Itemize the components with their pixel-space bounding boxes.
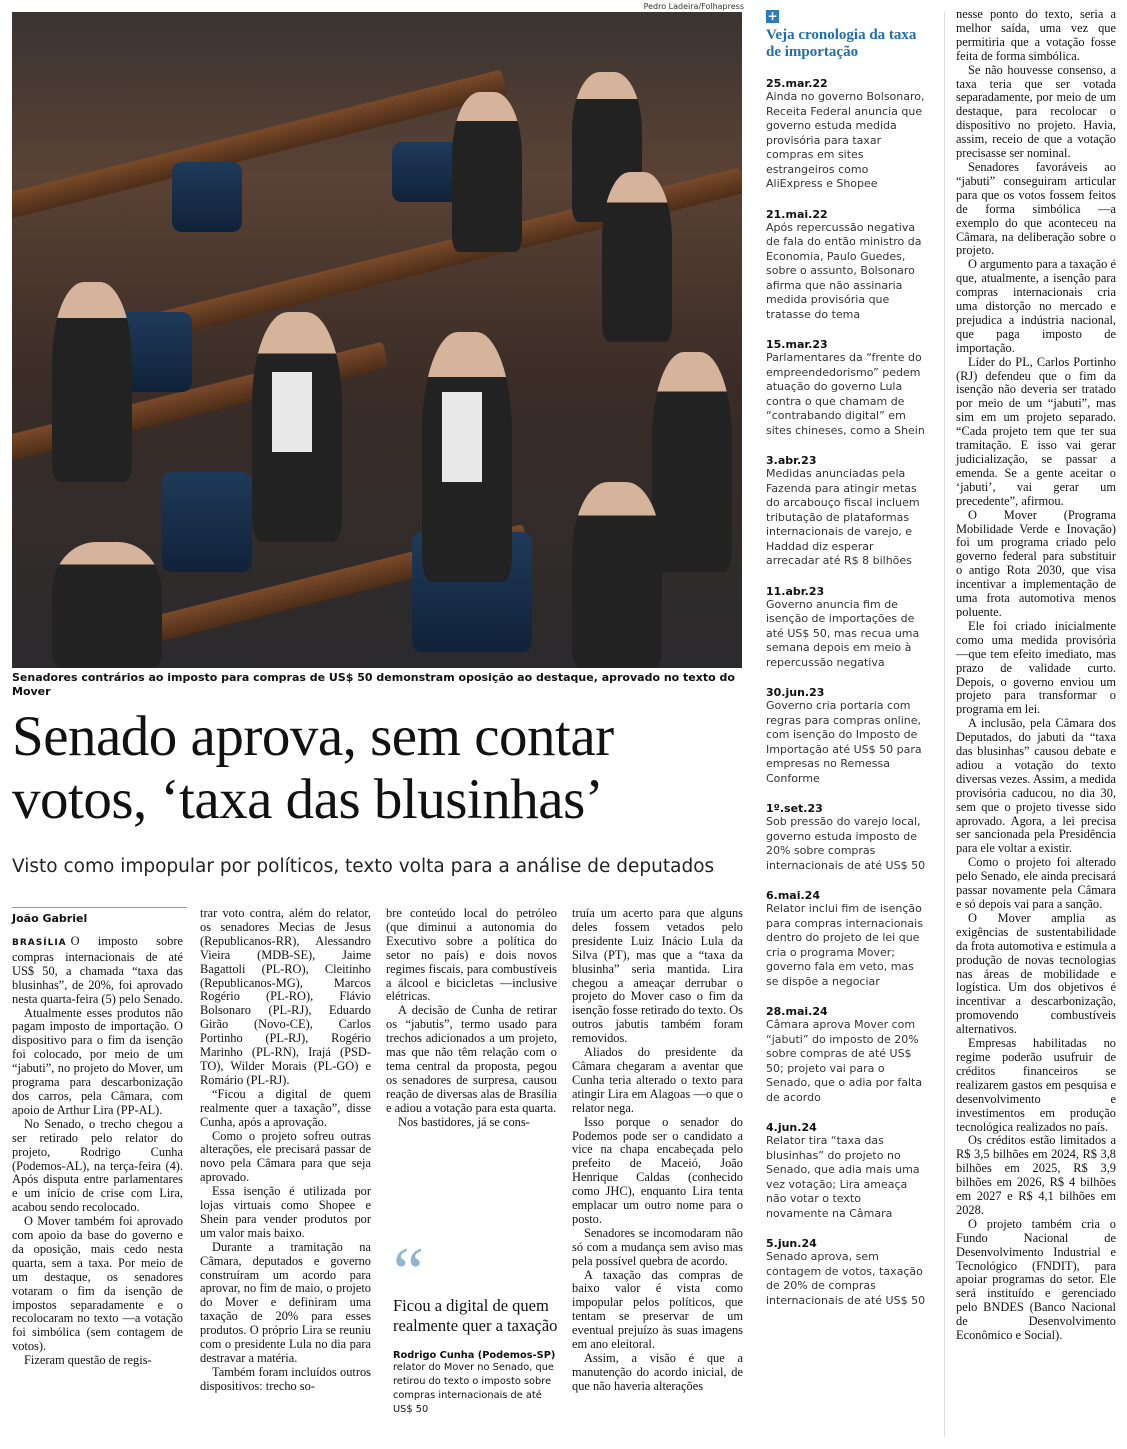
photo-credit: Pedro Ladeira/Folhapress bbox=[643, 2, 744, 11]
timeline-date: 15.mar.23 bbox=[766, 338, 828, 351]
paragraph: BRASÍLIA O imposto sobre compras internacionais de até US$ 50, a chamada “taxa das blusinhas”, de 20%, foi aprovado nesta quarta-feira (5) pelo Senado. bbox=[12, 934, 183, 1006]
timeline-item bbox=[766, 1237, 926, 1308]
paragraph: Como o projeto sofreu outras alterações, ele precisará passar de novo pela Câmara para que seja aprovado. bbox=[200, 1128, 371, 1185]
dateline: BRASÍLIA bbox=[12, 938, 67, 948]
paragraph: O projeto também cria o Fundo Nacional de Desenvolvimento Industrial e Tecnológico (FNDIT), para apoiar programas do setor. Ele será instituído e gerenciado pelo BNDES (Banco Nacional de Desenvolvimento Econômico e Social). bbox=[956, 1216, 1116, 1343]
paragraph: Essa isenção é utilizada por lojas virtuais como Shopee e Shein para vender produtos por um valor mais baixo. bbox=[200, 1184, 371, 1240]
paragraph: trar voto contra, além do relator, os senadores Mecias de Jesus (Republicanos-RR), Alessandro Vieira (MDB-SE), Jaime Bagattoli (PL-RO), Cleitinho (Republicanos-MG), Marcos Rogério (PL-RO), Flávio Bolsonaro (PL-RJ), Eduardo Girão (Novo-CE), Carlos Portinho (PL-RJ), Rogério Marinho (PL-RN), Irajá (PSD-TO), Wilder Morais (PL-GO) e Romário (PL-RJ). bbox=[200, 906, 371, 1087]
plus-icon: + bbox=[767, 9, 778, 23]
paragraph: nesse ponto do texto, seria a melhor saída, uma vez que permitiria que a votação fosse feita de forma simbólica. bbox=[956, 7, 1116, 63]
paragraph: Os créditos estão limitados a R$ 3,5 bilhões em 2024, R$ 3,8 bilhões em 2025, R$ 3,9 bilhões em 2026, R$ 4 bilhões em 2027 e R$ 4,1 bilhões em 2028. bbox=[956, 1133, 1116, 1217]
senator-figure bbox=[452, 92, 522, 252]
senator-figure bbox=[602, 172, 672, 342]
timeline-text: Relator tira “taxa das blusinhas” do projeto no Senado, que adia mais uma vez votação; Lira ameaça não votar o texto novamente na Câmara bbox=[766, 1134, 920, 1220]
paragraph: O Mover amplia as exigências de sustentabilidade da frota automotiva e estimula a produção de novas tecnologias nas áreas de mobilidade e logística. Um dos objetivos é incentivar a descarbonização, promovendo combustíveis alternativos. bbox=[956, 910, 1116, 1037]
headline-line-1: Senado aprova, sem contar bbox=[12, 705, 614, 768]
shirt-shape bbox=[442, 392, 482, 482]
photo-caption: Senadores contrários ao imposto para compras de US$ 50 demonstram oposição ao destaque, aprovado no texto do Mover bbox=[12, 671, 735, 698]
paragraph: Se não houvesse consenso, a taxa teria que ser votada separadamente, por meio de um destaque, para recolocar o dispositivo no projeto. Havia, assim, receio de que a votação precisasse ser nominal. bbox=[956, 62, 1116, 161]
timeline-text: Governo cria portaria com regras para compras online, com isenção do Imposto de Importação até US$ 50 para empresas no Remessa Conforme bbox=[766, 699, 922, 785]
timeline-text: Câmara aprova Mover com “jabuti” do imposto de 20% sobre compras de até US$ 50; projeto vai para o Senado, que o adia por falta de acordo bbox=[766, 1018, 923, 1104]
timeline-date: 3.abr.23 bbox=[766, 454, 817, 467]
paragraph: Empresas habilitadas no regime poderão usufruir de créditos financeiros se realizarem gastos em pesquisa e desenvolvimento e investimentos em produção tecnológica realizados no país. bbox=[956, 1036, 1116, 1134]
timeline-text: Sob pressão do varejo local, governo estuda imposto de 20% sobre compras internacionais de até US$ 50 bbox=[766, 815, 926, 872]
pull-quote-text: Ficou a digital de quem realmente quer a taxação bbox=[393, 1296, 558, 1335]
paragraph: A decisão de Cunha de retirar os “jabutis”, termo usado para trechos adicionados a um projeto, mas que não têm relação com o tema central da proposta, pegou os senadores de surpresa, causou reação de diversas alas de Brasília e adiou a votação para esta quarta. bbox=[386, 1003, 557, 1115]
timeline-item bbox=[766, 585, 926, 671]
paragraph: Senadores se incomodaram não só com a mudança sem aviso mas pela possível quebra de acordo. bbox=[572, 1225, 743, 1268]
timeline-item bbox=[766, 1121, 926, 1221]
paragraph: O Mover (Programa Mobilidade Verde e Inovação) foi um programa criado pelo governo federal para substituir o antigo Rota 2030, que visa incentivar a implementação de uma frota automotiva menos poluente. bbox=[956, 507, 1116, 619]
senator-figure bbox=[572, 482, 662, 668]
paragraph: Durante a tramitação na Câmara, deputados e governo construíram um acordo para aprovar, no fim de maio, o projeto do Mover e definiram uma taxação de 20% para esses produtos. O próprio Lira se reuniu com o presidente Lula no dia para destravar a matéria. bbox=[200, 1239, 371, 1365]
chair-shape bbox=[162, 472, 252, 572]
timeline-text: Senado aprova, sem contagem de votos, taxação de 20% de compras internacionais de até US$ 50 bbox=[766, 1250, 926, 1307]
timeline-date: 6.mai.24 bbox=[766, 889, 820, 902]
senator-figure bbox=[52, 542, 162, 668]
timeline-item bbox=[766, 454, 926, 569]
timeline-text: Relator inclui fim de isenção para compras internacionais dentro do projeto de lei que cria o programa Mover; governo fala em veto, mas se dispõe a negociar bbox=[766, 902, 923, 988]
article-column-6 bbox=[956, 8, 1116, 1343]
paragraph: Senadores favoráveis ao “jabuti” conseguiram articular para que os votos fossem feitos de forma simbólica —a exemplo do que aconteceu na Câmara, na deliberação sobre o projeto. bbox=[956, 159, 1116, 258]
paragraph: Assim, a visão é que a manutenção do acordo inicial, de que não haveria alterações bbox=[572, 1351, 743, 1393]
paragraph: “Ficou a digital de quem realmente quer a taxação”, disse Cunha, após a aprovação. bbox=[200, 1086, 371, 1129]
paragraph: Como o projeto foi alterado pelo Senado, ele ainda precisará passar novamente pela Câmara e só depois vai para a sanção. bbox=[956, 855, 1116, 911]
pull-quote bbox=[393, 1234, 558, 1417]
paragraph: O Mover também foi aprovado com apoio da base do governo e da oposição, mais cedo nesta quarta, sem a taxa. Por meio de um destaque, os senadores votaram o fim da isenção de impostos separadamente e o recolocaram no texto —a votação foi simbólica (sem contagem de votos). bbox=[12, 1214, 183, 1354]
senator-figure bbox=[52, 282, 132, 482]
timeline-date: 28.mai.24 bbox=[766, 1005, 828, 1018]
paragraph: Nos bastidores, já se cons- bbox=[398, 1114, 530, 1129]
timeline-item bbox=[766, 1005, 926, 1105]
timeline-title: Veja cronologia da taxa de importação bbox=[766, 27, 917, 60]
paragraph: Também foram incluídos outros dispositivos: trecho so- bbox=[200, 1364, 371, 1393]
timeline-item bbox=[766, 802, 926, 873]
headline-line-2: votos, ‘taxa das blusinhas’ bbox=[12, 768, 604, 831]
timeline-date: 11.abr.23 bbox=[766, 584, 825, 598]
paragraph: bre conteúdo local do petróleo (que diminui a autonomia do Executivo sobre a política do setor no país) e dois novos regimes fiscais, para combustíveis a álcool e bicicletas —inclusive elétricas. bbox=[386, 906, 557, 1004]
timeline-date: 21.mai.22 bbox=[766, 207, 828, 221]
timeline-item bbox=[766, 77, 926, 192]
paragraph: A inclusão, pela Câmara dos Deputados, do jabuti da “taxa das blusinhas” causou debate e adiou a votação do texto diversas vezes. Assim, a medida provisória caducou, no dia 30, sem que o projeto tivesse sido aprovado. Agora, a lei precisa ser sancionada pela Presidência para ele voltar a existir. bbox=[956, 716, 1116, 856]
paragraph: Aliados do presidente da Câmara chegaram a aventar que Cunha teria alterado o texto para atingir Lira em Alagoas —o que o relator nega. bbox=[572, 1045, 743, 1115]
article-column-4 bbox=[572, 907, 743, 1394]
pull-quote-author: Rodrigo Cunha (Podemos-SP) bbox=[393, 1350, 556, 1361]
pull-quote-role: relator do Mover no Senado, que retirou do texto o imposto sobre compras internacionais de até US$ 50 bbox=[393, 1362, 554, 1415]
timeline-text: Após repercussão negativa de fala do então ministro da Economia, Paulo Guedes, sobre o assunto, Bolsonaro afirma que não assinaria medida provisória que tratasse do tema bbox=[766, 220, 922, 321]
timeline-text: Medidas anunciadas pela Fazenda para atingir metas do arcabouço fiscal incluem tributação de plataformas internacionais de varejo, e Haddad diz esperar arrecadar até R$ 8 bilhões bbox=[766, 467, 920, 567]
timeline-date: 4.jun.24 bbox=[766, 1121, 817, 1134]
senate-photo bbox=[12, 12, 742, 668]
paragraph: No Senado, o trecho chegou a ser retirado pelo relator do projeto, Rodrigo Cunha (Podemos-AL), na terça-feira (4). Após disputa entre parlamentares e um início de crise com Lira, acabou sendo recolocado. bbox=[12, 1116, 183, 1215]
timeline-sidebar bbox=[766, 10, 926, 1308]
column-divider bbox=[944, 12, 945, 1437]
quote-mark-icon: “ bbox=[393, 1234, 425, 1311]
paragraph: truía um acerto para que alguns deles fossem vetados pelo presidente Luiz Inácio Lula da Silva (PT), mas que a “taxa da blusinha” seria mantida. Lira chegou a ameaçar derrubar o projeto do Mover caso o fim da isenção fosse retirado do texto. Os outros jabutis também foram removidos. bbox=[572, 906, 743, 1046]
paragraph: Líder do PL, Carlos Portinho (RJ) defendeu que o fim da isenção não deveria ser tratado por meio de um “jabuti”, mas sim em um projeto separado. “Cada projeto tem que ter sua tramitação. E isso vai gerar judicialização, se passar a emenda. Se a gente aceitar o ‘jabuti’, vai gerar um precedente”, afirmou. bbox=[956, 354, 1116, 508]
timeline-item bbox=[766, 208, 926, 323]
paragraph: A taxação das compras de baixo valor é vista como impopular pelos políticos, que tentam se preservar de um eventual prejuízo às suas imagens em ano eleitoral. bbox=[572, 1267, 743, 1352]
paragraph: Fizeram questão de regis- bbox=[24, 1353, 152, 1368]
timeline-date: 30.jun.23 bbox=[766, 686, 825, 699]
timeline-date: 1º.set.23 bbox=[766, 802, 823, 815]
senator-figure bbox=[652, 352, 732, 572]
timeline-item bbox=[766, 686, 926, 786]
timeline-date: 5.jun.24 bbox=[766, 1237, 817, 1250]
paragraph: Isso porque o senador do Podemos pode ser o candidato a vice na chapa encabeçada pelo prefeito de Maceió, João Henrique Caldas (conhecido como JHC), enquanto Lira tenta emplacar um outro nome para o posto. bbox=[572, 1114, 743, 1226]
article-column-3 bbox=[386, 907, 557, 1130]
timeline-date: 25.mar.22 bbox=[766, 77, 828, 90]
article-column-2 bbox=[200, 907, 371, 1394]
paragraph: Ele foi criado inicialmente como uma medida provisória —que tem efeito imediato, mas prazo de validade curto. Depois, o governo enviou um projeto para transformar o programa em lei. bbox=[956, 618, 1116, 717]
timeline-list bbox=[766, 77, 926, 1308]
article-column-1 bbox=[12, 935, 183, 1368]
paragraph: O argumento para a taxação é que, atualmente, a isenção para compras internacionais cria uma distorção no mercado e prejudica a indústria nacional, que paga imposto de importação. bbox=[956, 257, 1116, 355]
timeline-text: Governo anuncia fim de isenção de importações de até US$ 50, mas recua uma semana depois em meio à repercussão negativa bbox=[766, 597, 920, 669]
timeline-text: Ainda no governo Bolsonaro, Receita Federal anuncia que governo estuda medida provisória para taxar compras em sites estrangeiros como AliExpress e Shopee bbox=[766, 90, 925, 190]
headline bbox=[12, 705, 742, 831]
subheadline: Visto como impopular por políticos, texto volta para a análise de deputados bbox=[12, 856, 715, 877]
chair-shape bbox=[172, 162, 242, 232]
byline: João Gabriel bbox=[12, 907, 187, 925]
timeline-text: Parlamentares da “frente do empreendedorismo” pedem atuação do governo Lula contra o que chamam de “contrabando digital” em sites chineses, como a Shein bbox=[766, 351, 925, 437]
paragraph: Atualmente esses produtos não pagam imposto de importação. O dispositivo para o fim da isenção foi colocado, por meio de um “jabuti”, no projeto do Mover, um programa para descarbonização dos carros, pela Câmara, com apoio de Arthur Lira (PP-AL). bbox=[12, 1005, 183, 1117]
shirt-shape bbox=[272, 372, 312, 452]
timeline-item bbox=[766, 338, 926, 438]
timeline-item bbox=[766, 889, 926, 989]
